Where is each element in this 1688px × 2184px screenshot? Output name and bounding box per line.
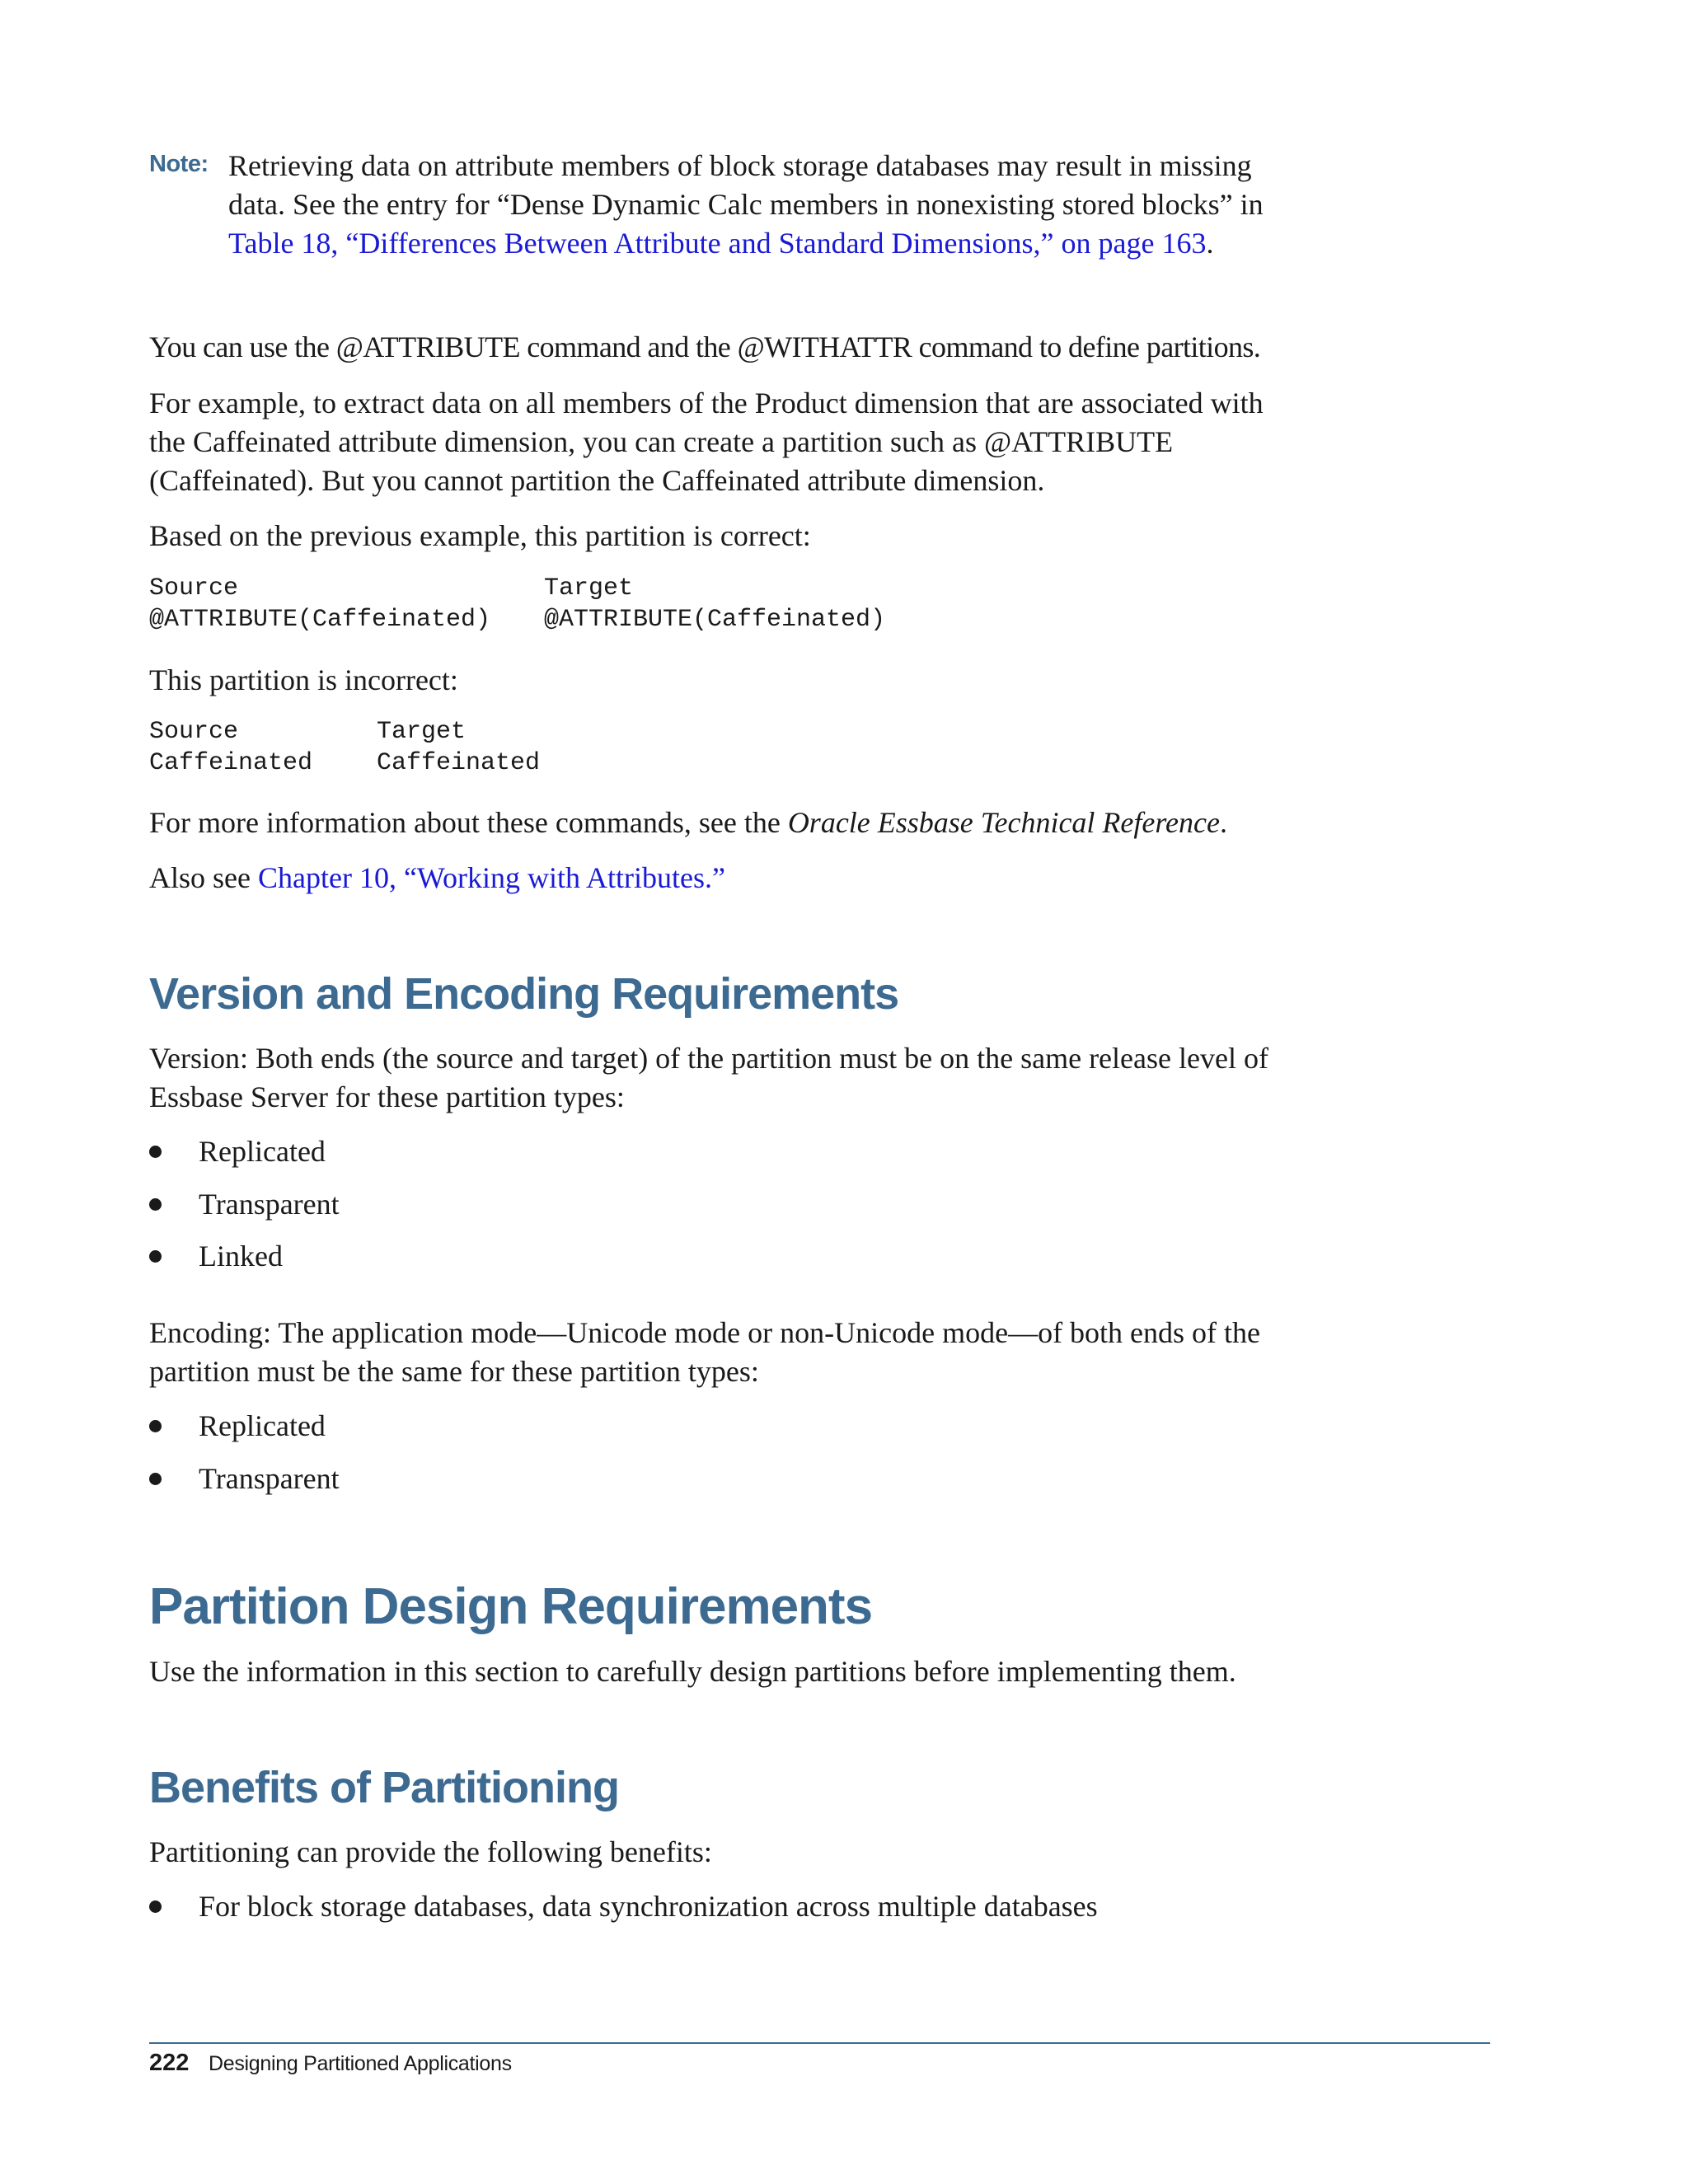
version-text-line-1: Version: Both ends (the source and target) of the partition must be on the same release level of bbox=[149, 1042, 1268, 1075]
version-text-line-2: Essbase Server for these partition types: bbox=[149, 1080, 625, 1113]
encoding-text-line-2: partition must be the same for these partition types: bbox=[149, 1355, 759, 1388]
intro-paragraph-2-line-2: the Caffeinated attribute dimension, you can create a partition such as @ATTRIBUTE bbox=[149, 425, 1174, 458]
code-correct-target-header: Target bbox=[544, 574, 634, 602]
page-number: 222 bbox=[149, 2050, 190, 2076]
encoding-text-line-1: Encoding: The application mode—Unicode mode or non-Unicode mode—of both ends of the bbox=[149, 1316, 1261, 1349]
note-label: Note: bbox=[149, 151, 209, 177]
intro-paragraph-6 bbox=[149, 859, 725, 898]
footer-rule bbox=[149, 2042, 1490, 2044]
list-item-text: Linked bbox=[199, 1240, 283, 1272]
intro-paragraph-2-line-1: For example, to extract data on all members of the Product dimension that are associated with bbox=[149, 387, 1264, 419]
intro-paragraph-5 bbox=[149, 804, 1227, 842]
code-incorrect-target-value: Caffeinated bbox=[377, 749, 541, 777]
code-correct-source-header: Source bbox=[149, 574, 239, 602]
p6-start: Also see bbox=[149, 861, 258, 894]
p5-end: . bbox=[1220, 806, 1227, 839]
note-line-1: Retrieving data on attribute members of block storage databases may result in missing bbox=[228, 149, 1252, 182]
list-item bbox=[149, 1460, 340, 1498]
note-line-2: data. See the entry for “Dense Dynamic Calc members in nonexisting stored blocks” in bbox=[228, 188, 1264, 221]
footer-chapter-title: Designing Partitioned Applications bbox=[209, 2052, 512, 2075]
chapter-10-link[interactable]: Chapter 10, “Working with Attributes.” bbox=[257, 861, 725, 894]
benefits-heading: Benefits of Partitioning bbox=[149, 1763, 619, 1812]
list-item bbox=[149, 1407, 326, 1446]
list-item bbox=[149, 1237, 283, 1276]
table-18-link[interactable]: Table 18, “Differences Between Attribute and Standard Dimensions,” on page 163 bbox=[228, 227, 1207, 260]
note-line-3 bbox=[228, 224, 1213, 263]
bullet-icon bbox=[149, 1146, 162, 1158]
intro-paragraph-2-line-3: (Caffeinated). But you cannot partition the Caffeinated attribute dimension. bbox=[149, 464, 1045, 497]
p5-start: For more information about these commands, see the bbox=[149, 806, 788, 839]
code-correct-source-value: @ATTRIBUTE(Caffeinated) bbox=[149, 606, 491, 634]
bullet-icon bbox=[149, 1198, 162, 1211]
benefits-text: Partitioning can provide the following benefits: bbox=[149, 1835, 712, 1868]
bullet-icon bbox=[149, 1420, 162, 1432]
code-incorrect-target-header: Target bbox=[377, 718, 467, 746]
version-encoding-heading: Version and Encoding Requirements bbox=[149, 969, 899, 1019]
list-item bbox=[149, 1185, 340, 1224]
code-incorrect-source-value: Caffeinated bbox=[149, 749, 313, 777]
intro-paragraph-4: This partition is incorrect: bbox=[149, 663, 458, 696]
list-item bbox=[149, 1887, 1098, 1926]
code-correct-target-value: @ATTRIBUTE(Caffeinated) bbox=[544, 606, 886, 634]
intro-paragraph-1: You can use the @ATTRIBUTE command and the @WITHATTR command to define partitions. bbox=[149, 330, 1261, 363]
code-incorrect-source-header: Source bbox=[149, 718, 239, 746]
list-item-text: Transparent bbox=[199, 1462, 340, 1495]
list-item-text: Replicated bbox=[199, 1135, 326, 1168]
intro-paragraph-3: Based on the previous example, this partition is correct: bbox=[149, 519, 811, 552]
bullet-icon bbox=[149, 1900, 162, 1913]
bullet-icon bbox=[149, 1250, 162, 1263]
list-item-text: For block storage databases, data synchronization across multiple databases bbox=[199, 1890, 1098, 1923]
note-line-3-end: . bbox=[1206, 227, 1214, 260]
technical-reference-title: Oracle Essbase Technical Reference bbox=[787, 806, 1220, 839]
list-item-text: Transparent bbox=[199, 1188, 340, 1221]
partition-design-heading: Partition Design Requirements bbox=[149, 1578, 873, 1635]
bullet-icon bbox=[149, 1473, 162, 1485]
partition-design-text: Use the information in this section to carefully design partitions before implementing them. bbox=[149, 1655, 1236, 1688]
list-item bbox=[149, 1132, 326, 1171]
code-block-correct bbox=[149, 573, 891, 639]
code-block-incorrect bbox=[149, 716, 726, 782]
list-item-text: Replicated bbox=[199, 1409, 326, 1442]
